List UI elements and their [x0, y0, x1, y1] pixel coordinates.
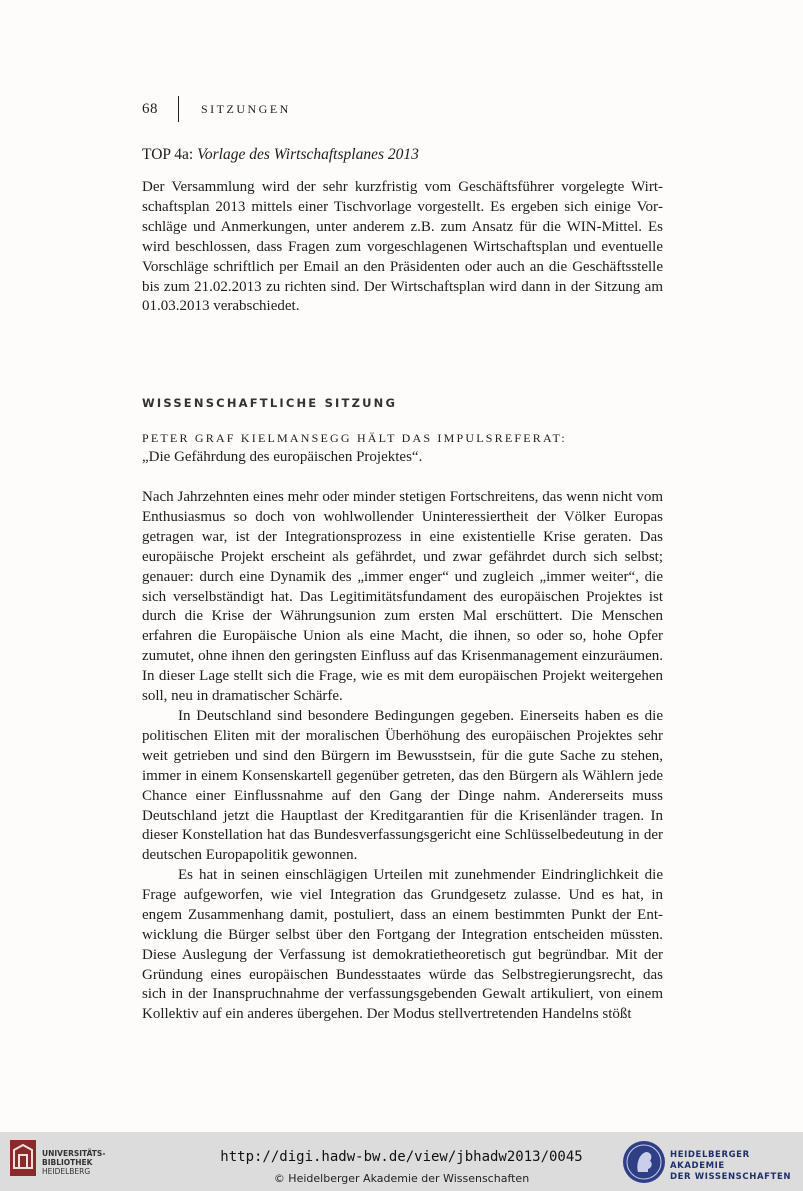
agenda-item-title	[142, 146, 419, 164]
copyright-notice: © Heidelberger Akademie der Wissenschaften	[273, 1172, 530, 1185]
agenda-item-paragraph: Der Versammlung wird der sehr kurzfristig vom Geschäftsführer vorgelegte Wirtschaftsplan 2013 mittels einer Tischvorlage vorgestellt. Es ergeben sich einige Vorschläge und Anmerkungen, unter anderem z.B. zum Ansatz für die WIN-Mittel. Es wird beschlossen, dass Fragen zum vorgeschlagenen Wirtschaftsplan und eventuelle Vorschläge schriftlich per Email an den Präsidenten oder auch an die Geschäftsstelle bis zum 21.02.2013 zu richten sind. Der Wirtschaftsplan wird dann in der Sitzung am 01.03.2013 verabschiedet.	[142, 179, 663, 315]
agenda-item-name: Vorlage des Wirtschaftsplanes 2013	[197, 146, 419, 163]
section-heading: WISSENSCHAFTLICHE SITZUNG	[142, 396, 398, 410]
agenda-item-label: TOP 4a:	[142, 146, 194, 163]
running-head-section: SITZUNGEN	[201, 101, 291, 116]
running-head-divider	[178, 96, 179, 122]
academy-seal-icon	[622, 1140, 666, 1184]
digitization-footer	[0, 1132, 803, 1191]
speaker-line: PETER GRAF KIELMANSEGG HÄLT DAS IMPULSREFERAT:	[142, 431, 567, 445]
page-number: 68	[142, 100, 158, 117]
body-paragraph: Es hat in seinen einschlägigen Urteilen mit zunehmender Eindringlichkeit die Frage aufgeworfen, wie viel Integration das Grundgesetz zulasse. Und es hat, in engem Zusammenhang damit, postuliert, dass an einem bestimmten Punkt der Entwicklung die Bürger selbst über den Fortgang der Integration entscheiden müssten. Diese Auslegung der Verfassung ist demokratietheoretisch gut begründbar. Mit der Gründung eines europäischen Bundesstaates würde das Selbstregierungsrecht, das sich in der Inanspruchnahme der verfassungsgebenden Gewalt artikuliert, von einem Kollektiv auf ein anderes übergehen. Der Modus stellvertretenden Handelns stößt	[142, 867, 663, 1023]
talk-title: „Die Gefährdung des europäischen Projektes“.	[142, 449, 423, 465]
running-head	[142, 96, 291, 122]
permalink-url[interactable]: http://digi.hadw-bw.de/view/jbhadw2013/0045	[220, 1149, 583, 1165]
library-name: UNIVERSITÄTS- BIBLIOTHEK HEIDELBERG	[42, 1149, 106, 1176]
body-paragraph: In Deutschland sind besondere Bedingungen gegeben. Einerseits haben es die politischen Eliten mit der moralischen Überhöhung des europäischen Projektes sehr weit getrieben und sind den Bürgern im Bewusstsein, für die gute Sache zu stehen, immer in einem Konsenskartell gegenüber getreten, das den Bürgern als Wählern jede Chance einer Einflussnahme auf den Gang der Dinge nahm. Andererseits muss Deutschland jetzt die Hauptlast der Kreditgarantien für die Krisenländer tragen. In dieser Konstellation hat das Bundesverfassungsgericht eine Schlüsselbedeutung in der deutschen Europapolitik gewonnen.	[142, 708, 663, 864]
body-paragraph: Nach Jahrzehnten eines mehr oder minder stetigen Fortschreitens, das wenn nicht vom Enthusiasmus so doch von wohlwollender Uninteressiertheit der Völker Europas getragen war, ist der Integrationsprozess in eine existentielle Krise geraten. Das europäische Projekt erscheint als gefährdet, und zwar gefährdet durch sich selbst; genauer: durch eine Dynamik des „immer enger“ und zugleich „immer weiter“, die sich verselbständigt hat. Das Legitimitätsfundament des europäischen Projektes ist durch die Krise der Währungsunion zum ersten Mal erschüttert. Die Menschen erfahren die Europäische Union als eine Macht, die ihnen, so oder so, hohe Opfer zumutet, ohne ihnen den geringsten Einfluss auf das Krisenmanagement einzuräumen. In dieser Lage stellt sich die Frage, wie es mit dem europäischen Projekt weitergehen soll, neu in dramatischer Schärfe.	[142, 489, 663, 705]
academy-name: HEIDELBERGER AKADEMIE DER WISSENSCHAFTEN	[670, 1150, 792, 1182]
